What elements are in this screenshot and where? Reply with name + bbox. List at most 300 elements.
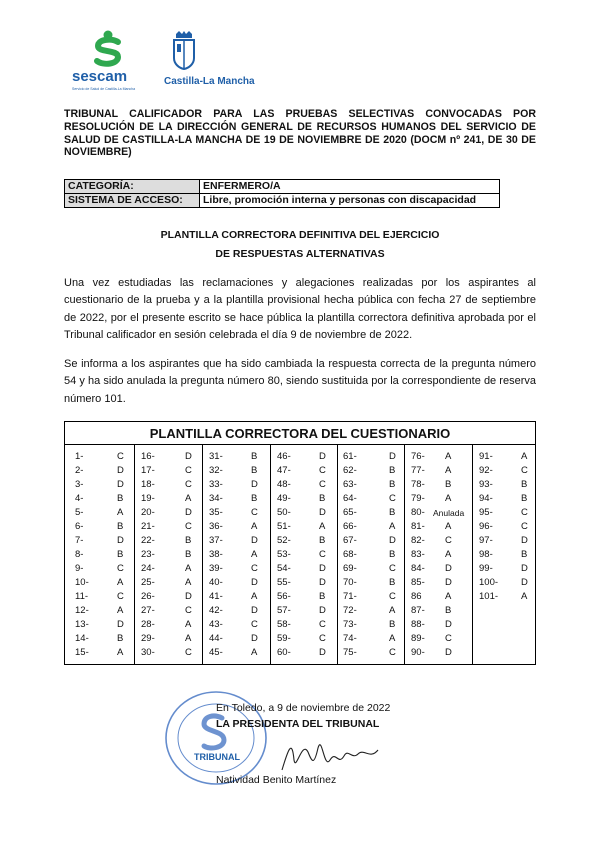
handwritten-signature-icon <box>278 730 388 775</box>
question-number: 23- <box>141 549 155 560</box>
answer-item <box>277 604 337 618</box>
answer-letter: A <box>319 521 326 532</box>
answer-item <box>75 478 135 492</box>
answer-letter: C <box>319 479 326 490</box>
question-number: 1- <box>75 451 84 462</box>
question-number: 2- <box>75 465 84 476</box>
answer-item <box>141 464 201 478</box>
question-number: 81- <box>411 521 425 532</box>
answer-item <box>411 520 471 534</box>
answer-letter: D <box>445 563 452 574</box>
column-divider <box>270 445 271 665</box>
answer-item <box>411 646 471 660</box>
signature-block <box>160 688 420 798</box>
answer-item <box>343 604 403 618</box>
answer-item <box>141 576 201 590</box>
access-system-value: Libre, promoción interna y personas con discapacidad <box>200 194 500 208</box>
answer-letter: B <box>445 605 452 616</box>
answer-item <box>479 562 539 576</box>
question-number: 31- <box>209 451 223 462</box>
answer-letter: C <box>185 479 192 490</box>
answer-item <box>411 604 471 618</box>
answer-letter: C <box>185 465 192 476</box>
answer-letter: C <box>117 451 124 462</box>
question-number: 47- <box>277 465 291 476</box>
answer-item <box>343 646 403 660</box>
question-number: 54- <box>277 563 291 574</box>
answer-item <box>411 506 471 520</box>
answer-item <box>343 618 403 632</box>
answer-letter: C <box>389 591 396 602</box>
answer-letter: B <box>117 493 124 504</box>
question-number: 26- <box>141 591 155 602</box>
answer-item <box>343 632 403 646</box>
place-date: En Toledo, a 9 de noviembre de 2022 <box>216 702 391 714</box>
answer-item <box>209 646 269 660</box>
question-number: 13- <box>75 619 89 630</box>
answer-item <box>75 464 135 478</box>
clm-shield-icon <box>172 30 196 70</box>
answer-letter: B <box>319 493 326 504</box>
question-number: 92- <box>479 465 493 476</box>
answer-letter: C <box>319 619 326 630</box>
access-system-row <box>65 194 500 208</box>
question-number: 46- <box>277 451 291 462</box>
answer-letter: C <box>445 633 452 644</box>
answer-item <box>411 590 471 604</box>
answer-item <box>209 576 269 590</box>
answer-letter: C <box>185 647 192 658</box>
answer-item <box>277 548 337 562</box>
question-number: 50- <box>277 507 291 518</box>
answer-item <box>277 562 337 576</box>
answer-item <box>75 534 135 548</box>
answer-letter: B <box>389 479 396 490</box>
question-number: 80- <box>411 507 425 518</box>
clm-logo <box>164 30 254 98</box>
answer-letter: B <box>117 633 124 644</box>
question-number: 58- <box>277 619 291 630</box>
answer-letter: C <box>319 549 326 560</box>
answer-letter: C <box>521 465 528 476</box>
answer-letter: B <box>389 507 396 518</box>
answer-letter: A <box>251 647 258 658</box>
question-number: 32- <box>209 465 223 476</box>
answer-letter: D <box>521 577 528 588</box>
answer-letter: B <box>389 619 396 630</box>
answer-letter: A <box>117 507 124 518</box>
answer-letter: A <box>445 465 452 476</box>
answer-letter: A <box>445 521 452 532</box>
answer-item <box>141 548 201 562</box>
answer-item <box>141 562 201 576</box>
question-number: 22- <box>141 535 155 546</box>
answer-letter: C <box>185 521 192 532</box>
question-number: 74- <box>343 633 357 644</box>
question-number: 51- <box>277 521 291 532</box>
question-number: 89- <box>411 633 425 644</box>
answer-item <box>479 520 539 534</box>
question-number: 68- <box>343 549 357 560</box>
question-number: 98- <box>479 549 493 560</box>
answer-item <box>209 548 269 562</box>
question-number: 3- <box>75 479 84 490</box>
answer-item <box>209 618 269 632</box>
answer-item <box>343 548 403 562</box>
answer-letter: B <box>319 535 326 546</box>
clm-name: Castilla-La Mancha <box>164 76 255 87</box>
question-number: 97- <box>479 535 493 546</box>
answer-item <box>343 534 403 548</box>
answer-item <box>209 478 269 492</box>
answer-letter: B <box>389 465 396 476</box>
answer-item <box>479 576 539 590</box>
answer-item <box>411 576 471 590</box>
answer-item <box>277 464 337 478</box>
answer-letter: D <box>521 535 528 546</box>
column-divider <box>337 445 338 665</box>
answer-key-grid <box>65 444 535 665</box>
sescam-s-icon <box>90 30 126 68</box>
answer-letter: B <box>521 479 528 490</box>
answer-item <box>75 548 135 562</box>
answer-letter: A <box>185 619 192 630</box>
question-number: 28- <box>141 619 155 630</box>
question-number: 7- <box>75 535 84 546</box>
answer-letter: B <box>521 549 528 560</box>
answer-letter: Anulada <box>433 508 465 518</box>
question-number: 94- <box>479 493 493 504</box>
answer-letter: A <box>185 577 192 588</box>
question-number: 35- <box>209 507 223 518</box>
answer-item <box>411 450 471 464</box>
question-number: 66- <box>343 521 357 532</box>
question-number: 49- <box>277 493 291 504</box>
answer-letter: D <box>117 619 124 630</box>
answer-key-box <box>64 421 536 665</box>
answer-letter: D <box>521 563 528 574</box>
answer-letter: D <box>117 479 124 490</box>
answer-letter: D <box>319 647 326 658</box>
question-number: 37- <box>209 535 223 546</box>
answer-letter: D <box>185 451 192 462</box>
answer-letter: A <box>445 451 452 462</box>
answer-letter: A <box>445 493 452 504</box>
answer-letter: D <box>319 605 326 616</box>
answer-item <box>277 520 337 534</box>
question-number: 90- <box>411 647 425 658</box>
answer-letter: C <box>389 647 396 658</box>
question-number: 44- <box>209 633 223 644</box>
answer-letter: A <box>185 563 192 574</box>
answer-item <box>411 618 471 632</box>
question-number: 42- <box>209 605 223 616</box>
question-number: 34- <box>209 493 223 504</box>
question-number: 64- <box>343 493 357 504</box>
answer-item <box>75 506 135 520</box>
answer-letter: D <box>185 591 192 602</box>
question-number: 45- <box>209 647 223 658</box>
question-number: 96- <box>479 521 493 532</box>
answer-letter: B <box>251 465 258 476</box>
sescam-logo <box>72 30 142 98</box>
answer-letter: D <box>445 619 452 630</box>
answer-item <box>209 604 269 618</box>
answer-letter: A <box>521 451 528 462</box>
access-table <box>64 179 500 208</box>
answer-item <box>141 492 201 506</box>
answer-letter: D <box>117 465 124 476</box>
answer-item <box>141 590 201 604</box>
document-subtitle <box>64 226 536 264</box>
answer-letter: A <box>117 577 124 588</box>
answer-item <box>209 464 269 478</box>
answer-letter: B <box>185 535 192 546</box>
signer-role: LA PRESIDENTA DEL TRIBUNAL <box>216 718 380 730</box>
answer-letter: D <box>251 479 258 490</box>
question-number: 93- <box>479 479 493 490</box>
category-row <box>65 180 500 194</box>
question-number: 12- <box>75 605 89 616</box>
answer-letter: C <box>117 591 124 602</box>
answer-item <box>277 450 337 464</box>
question-number: 57- <box>277 605 291 616</box>
answer-letter: B <box>185 549 192 560</box>
question-number: 36- <box>209 521 223 532</box>
question-number: 85- <box>411 577 425 588</box>
answer-letter: B <box>251 493 258 504</box>
answer-item <box>411 562 471 576</box>
question-number: 91- <box>479 451 493 462</box>
question-number: 29- <box>141 633 155 644</box>
question-number: 24- <box>141 563 155 574</box>
answer-item <box>479 506 539 520</box>
subtitle-line-1: PLANTILLA CORRECTORA DEFINITIVA DEL EJERCICIO <box>160 229 440 241</box>
question-number: 6- <box>75 521 84 532</box>
question-number: 62- <box>343 465 357 476</box>
question-number: 86 <box>411 591 422 602</box>
question-number: 75- <box>343 647 357 658</box>
answer-letter: B <box>117 549 124 560</box>
category-label: CATEGORÍA: <box>65 180 200 194</box>
answer-letter: B <box>319 591 326 602</box>
answer-letter: A <box>445 549 452 560</box>
answer-item <box>479 478 539 492</box>
answer-item <box>141 604 201 618</box>
document-header: TRIBUNAL CALIFICADOR PARA LAS PRUEBAS SELECTIVAS CONVOCADAS POR RESOLUCIÓN DE LA DIRECCIÓN GENERAL DE RECURSOS HUMANOS DEL SERVICIO DE SALUD DE CASTILLA-LA MANCHA DE 19 DE NOVIEMBRE DE 2020 (DOCM nº 241, DE 30 DE NOVIEMBRE) <box>64 108 536 159</box>
answer-item <box>209 492 269 506</box>
question-number: 55- <box>277 577 291 588</box>
answer-letter: B <box>389 549 396 560</box>
answer-letter: D <box>251 633 258 644</box>
answer-item <box>209 632 269 646</box>
answer-item <box>479 492 539 506</box>
answer-item <box>479 548 539 562</box>
answer-letter: C <box>251 619 258 630</box>
answer-item <box>479 534 539 548</box>
question-number: 39- <box>209 563 223 574</box>
answer-letter: C <box>389 563 396 574</box>
answer-item <box>411 548 471 562</box>
answer-item <box>141 646 201 660</box>
answer-letter: A <box>117 647 124 658</box>
question-number: 4- <box>75 493 84 504</box>
question-number: 61- <box>343 451 357 462</box>
question-number: 70- <box>343 577 357 588</box>
answer-item <box>75 646 135 660</box>
answer-item <box>343 478 403 492</box>
sescam-subtitle: Servicio de Salud de Castilla-La Mancha <box>72 87 136 91</box>
answer-item <box>209 562 269 576</box>
answer-letter: D <box>319 507 326 518</box>
answer-item <box>75 604 135 618</box>
question-number: 27- <box>141 605 155 616</box>
answer-letter: C <box>521 507 528 518</box>
question-number: 95- <box>479 507 493 518</box>
answer-item <box>343 520 403 534</box>
answer-item <box>277 576 337 590</box>
answer-item <box>343 506 403 520</box>
signer-name: Natividad Benito Martínez <box>216 774 337 786</box>
answer-letter: C <box>319 465 326 476</box>
answer-item <box>343 590 403 604</box>
answer-item <box>209 520 269 534</box>
answer-letter: D <box>251 535 258 546</box>
question-number: 82- <box>411 535 425 546</box>
answer-letter: D <box>185 507 192 518</box>
seal-label: TRIBUNAL <box>194 752 240 762</box>
answer-item <box>277 478 337 492</box>
question-number: 79- <box>411 493 425 504</box>
answer-letter: C <box>445 535 452 546</box>
question-number: 19- <box>141 493 155 504</box>
paragraph-cambios: Se informa a los aspirantes que ha sido cambiada la respuesta correcta de la pregunta número 54 y ha sido anulada la pregunta número 80, siendo sustituida por la correspondiente de reserva número 101. <box>64 358 536 405</box>
answer-letter: D <box>445 647 452 658</box>
answer-item <box>411 632 471 646</box>
question-number: 43- <box>209 619 223 630</box>
answer-item <box>75 562 135 576</box>
answer-letter: D <box>319 563 326 574</box>
question-number: 41- <box>209 591 223 602</box>
answer-letter: D <box>117 535 124 546</box>
answer-letter: D <box>251 605 258 616</box>
question-number: 56- <box>277 591 291 602</box>
answer-item <box>277 492 337 506</box>
answer-item <box>277 646 337 660</box>
answer-item <box>141 520 201 534</box>
answer-key-title: PLANTILLA CORRECTORA DEL CUESTIONARIO <box>149 426 451 441</box>
answer-item <box>141 450 201 464</box>
answer-item <box>209 590 269 604</box>
question-number: 67- <box>343 535 357 546</box>
answer-item <box>209 534 269 548</box>
answer-letter: B <box>117 521 124 532</box>
answer-letter: D <box>251 577 258 588</box>
answer-item <box>209 506 269 520</box>
question-number: 99- <box>479 563 493 574</box>
question-number: 65- <box>343 507 357 518</box>
question-number: 21- <box>141 521 155 532</box>
question-number: 53- <box>277 549 291 560</box>
answer-letter: D <box>445 577 452 588</box>
question-number: 63- <box>343 479 357 490</box>
question-number: 72- <box>343 605 357 616</box>
answer-item <box>141 534 201 548</box>
answer-item <box>75 520 135 534</box>
question-number: 16- <box>141 451 155 462</box>
answer-letter: B <box>251 451 258 462</box>
question-number: 71- <box>343 591 357 602</box>
question-number: 30- <box>141 647 155 658</box>
answer-letter: C <box>251 507 258 518</box>
answer-letter: A <box>185 633 192 644</box>
answer-item <box>411 478 471 492</box>
answer-item <box>75 618 135 632</box>
category-value: ENFERMERO/A <box>200 180 500 194</box>
answer-letter: C <box>389 493 396 504</box>
question-number: 10- <box>75 577 89 588</box>
question-number: 59- <box>277 633 291 644</box>
sescam-name: sescam <box>72 68 128 85</box>
answer-item <box>343 562 403 576</box>
question-number: 101- <box>479 591 499 602</box>
answer-letter: A <box>251 521 258 532</box>
question-number: 8- <box>75 549 84 560</box>
question-number: 76- <box>411 451 425 462</box>
answer-item <box>141 618 201 632</box>
answer-item <box>277 590 337 604</box>
answer-item <box>343 464 403 478</box>
question-number: 25- <box>141 577 155 588</box>
paragraph-reclamaciones: Una vez estudiadas las reclamaciones y alegaciones realizadas por los aspirantes al cuestionario de la prueba y a la plantilla provisional hecha pública con fecha 27 de septiembre de 2022, por el presente escrito se hace pública la plantilla correctora definitiva aprobada por el Tribunal calificador en sesión celebrada el día 9 de noviembre de 2022. <box>64 277 536 341</box>
answer-letter: A <box>117 605 124 616</box>
question-number: 15- <box>75 647 89 658</box>
column-divider <box>472 445 473 665</box>
logos <box>72 30 255 98</box>
question-number: 69- <box>343 563 357 574</box>
answer-item <box>343 492 403 506</box>
answer-letter: D <box>319 577 326 588</box>
answer-letter: D <box>389 451 396 462</box>
answer-letter: B <box>445 479 452 490</box>
question-number: 40- <box>209 577 223 588</box>
answer-item <box>343 576 403 590</box>
answer-letter: C <box>319 633 326 644</box>
answer-letter: B <box>389 577 396 588</box>
answer-letter: A <box>251 591 258 602</box>
question-number: 20- <box>141 507 155 518</box>
answer-item <box>411 464 471 478</box>
question-number: 17- <box>141 465 155 476</box>
answer-letter: A <box>389 633 396 644</box>
answer-item <box>277 618 337 632</box>
answer-item <box>277 534 337 548</box>
question-number: 78- <box>411 479 425 490</box>
answer-letter: A <box>389 605 396 616</box>
answer-item <box>141 478 201 492</box>
answer-item <box>141 632 201 646</box>
answer-item <box>479 590 539 604</box>
question-number: 33- <box>209 479 223 490</box>
question-number: 77- <box>411 465 425 476</box>
answer-letter: D <box>319 451 326 462</box>
question-number: 52- <box>277 535 291 546</box>
answer-letter: A <box>389 521 396 532</box>
answer-letter: C <box>185 605 192 616</box>
answer-letter: C <box>251 563 258 574</box>
answer-item <box>277 506 337 520</box>
answer-letter: A <box>185 493 192 504</box>
